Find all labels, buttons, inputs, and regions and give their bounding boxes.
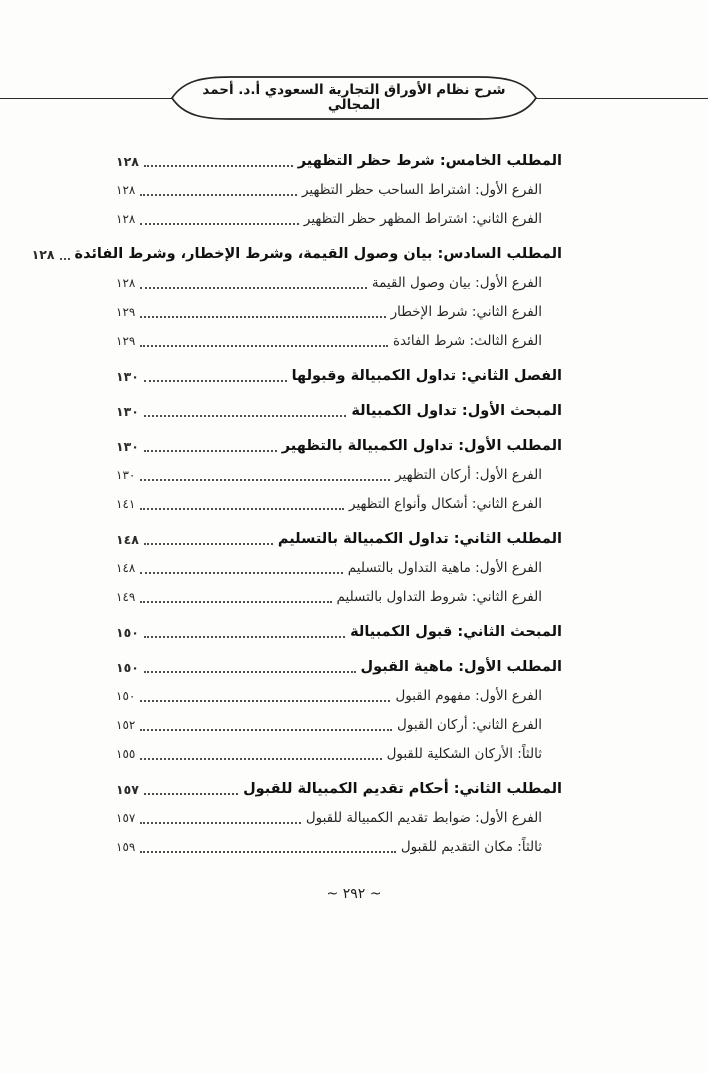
toc-entry (116, 461, 562, 490)
toc-entry-text: الفرع الأول: مفهوم القبول (395, 688, 542, 704)
toc-page-number: ١٥٩ (116, 840, 136, 854)
toc-entry-text: الفرع الثاني: اشتراط المظهر حظر التظهير (303, 211, 542, 227)
toc-entry (116, 327, 562, 356)
dot-leader (140, 758, 381, 760)
dot-leader (140, 572, 342, 574)
toc-entry (116, 432, 562, 461)
toc-entry-text: الفرع الأول: ماهية التداول بالتسليم (347, 560, 542, 576)
dot-leader (140, 851, 395, 853)
toc-entry (116, 740, 562, 769)
toc-page-number: ١٤١ (116, 497, 136, 511)
toc-page-number: ١٤٨ (116, 561, 136, 575)
toc-entry-text: الفرع الأول: بيان وصول القيمة (371, 275, 542, 291)
toc-entry-text: ثالثاً: مكان التقديم للقبول (400, 839, 542, 855)
toc-page-number: ١٤٩ (116, 590, 136, 604)
toc-page-number: ١٢٩ (116, 305, 136, 319)
toc-entry (116, 147, 562, 176)
toc-entry (31, 240, 562, 269)
toc-page-number: ١٣٠ (116, 468, 136, 482)
toc-entry (116, 682, 562, 711)
toc-page-number: ١٢٨ (116, 212, 136, 226)
toc-page-number: ١٣٠ (116, 439, 139, 454)
toc-entry-text: المبحث الثاني: قبول الكمبيالة (350, 624, 562, 640)
toc-entry-text: المطلب الأول: ماهية القبول (360, 659, 562, 675)
dot-leader (140, 601, 331, 603)
dot-leader (140, 729, 392, 731)
toc-list (0, 122, 708, 862)
toc-page-number: ١٢٨ (116, 276, 136, 290)
toc-page-number: ١٥٠ (116, 689, 136, 703)
dot-leader (144, 415, 346, 417)
toc-entry-text: الفرع الأول: أركان التظهير (395, 467, 542, 483)
dot-leader (140, 316, 385, 318)
toc-page-number: ١٤٨ (116, 532, 139, 547)
toc-entry (116, 653, 562, 682)
toc-entry-text: المطلب الأول: تداول الكمبيالة بالتظهير (281, 438, 562, 454)
dot-leader (140, 194, 297, 196)
dot-leader (140, 287, 367, 289)
toc-entry-text: الفرع الثاني: شرط الإخطار (390, 304, 542, 320)
toc-entry-text: الفرع الأول: اشتراط الساحب حظر التظهير (301, 182, 542, 198)
toc-entry-text: الفرع الثاني: أركان القبول (397, 717, 542, 733)
toc-entry (116, 554, 562, 583)
toc-entry (116, 397, 562, 426)
dot-leader (144, 543, 273, 545)
toc-page-number: ١٥٧ (116, 811, 136, 825)
dot-leader (60, 258, 70, 260)
title-cartouche (170, 74, 538, 122)
toc-entry (116, 711, 562, 740)
dot-leader (144, 450, 277, 452)
dot-leader (144, 793, 238, 795)
toc-page-number: ١٥٠ (116, 660, 139, 675)
toc-entry-text: المطلب السادس: بيان وصول القيمة، وشرط الإخطار، وشرط الفائدة (74, 246, 562, 262)
book-page (0, 74, 708, 902)
toc-entry (116, 525, 562, 554)
toc-entry-text: ثالثاً: الأركان الشكلية للقبول (386, 746, 542, 762)
toc-page-number: ١٢٩ (116, 334, 136, 348)
toc-entry-text: الفرع الثاني: شروط التداول بالتسليم (336, 589, 542, 605)
dot-leader (140, 822, 300, 824)
toc-entry (116, 176, 562, 205)
toc-entry (116, 775, 562, 804)
toc-page-number: ١٢٨ (116, 154, 139, 169)
dot-leader (144, 165, 293, 167)
toc-entry-text: الفصل الثاني: تداول الكمبيالة وقبولها (291, 368, 562, 384)
dot-leader (140, 508, 344, 510)
dot-leader (144, 671, 356, 673)
dot-leader (140, 479, 390, 481)
toc-entry (116, 833, 562, 862)
toc-page-number: ١٢٨ (116, 183, 136, 197)
footer-page-number: ~ ٢٩٢ ~ (326, 886, 382, 902)
toc-entry (116, 298, 562, 327)
toc-entry (116, 490, 562, 519)
toc-entry (116, 583, 562, 612)
toc-page-number: ١٣٠ (116, 404, 139, 419)
dot-leader (140, 345, 388, 347)
toc-entry-text: الفرع الأول: ضوابط تقديم الكمبيالة للقبول (305, 810, 542, 826)
toc-entry-text: المطلب الثاني: أحكام تقديم الكمبيالة للقبول (243, 781, 562, 797)
toc-page-number: ١٢٨ (31, 247, 55, 262)
book-title: شرح نظام الأوراق التجارية السعودي أ.د. أحمد المجالي (202, 82, 506, 113)
toc-page-number: ١٥٠ (116, 625, 139, 640)
dot-leader (140, 700, 390, 702)
toc-entry (116, 362, 562, 391)
toc-page-number: ١٥٢ (116, 718, 136, 732)
toc-page-number: ١٥٧ (116, 782, 139, 797)
toc-entry (116, 205, 562, 234)
page-header (0, 74, 708, 122)
dot-leader (144, 636, 345, 638)
toc-page-number: ١٣٠ (116, 369, 139, 384)
dot-leader (140, 223, 299, 225)
toc-entry-text: الفرع الثاني: أشكال وأنواع التظهير (349, 496, 542, 512)
toc-entry (116, 618, 562, 647)
toc-entry-text: الفرع الثالث: شرط الفائدة (392, 333, 542, 349)
toc-entry-text: المطلب الخامس: شرط حظر التظهير (297, 153, 562, 169)
toc-entry-text: المطلب الثاني: تداول الكمبيالة بالتسليم (277, 531, 562, 547)
toc-entry (116, 804, 562, 833)
page-footer (0, 886, 708, 902)
toc-page-number: ١٥٥ (116, 747, 136, 761)
toc-entry (116, 269, 562, 298)
toc-entry-text: المبحث الأول: تداول الكمبيالة (351, 403, 562, 419)
dot-leader (144, 380, 287, 382)
